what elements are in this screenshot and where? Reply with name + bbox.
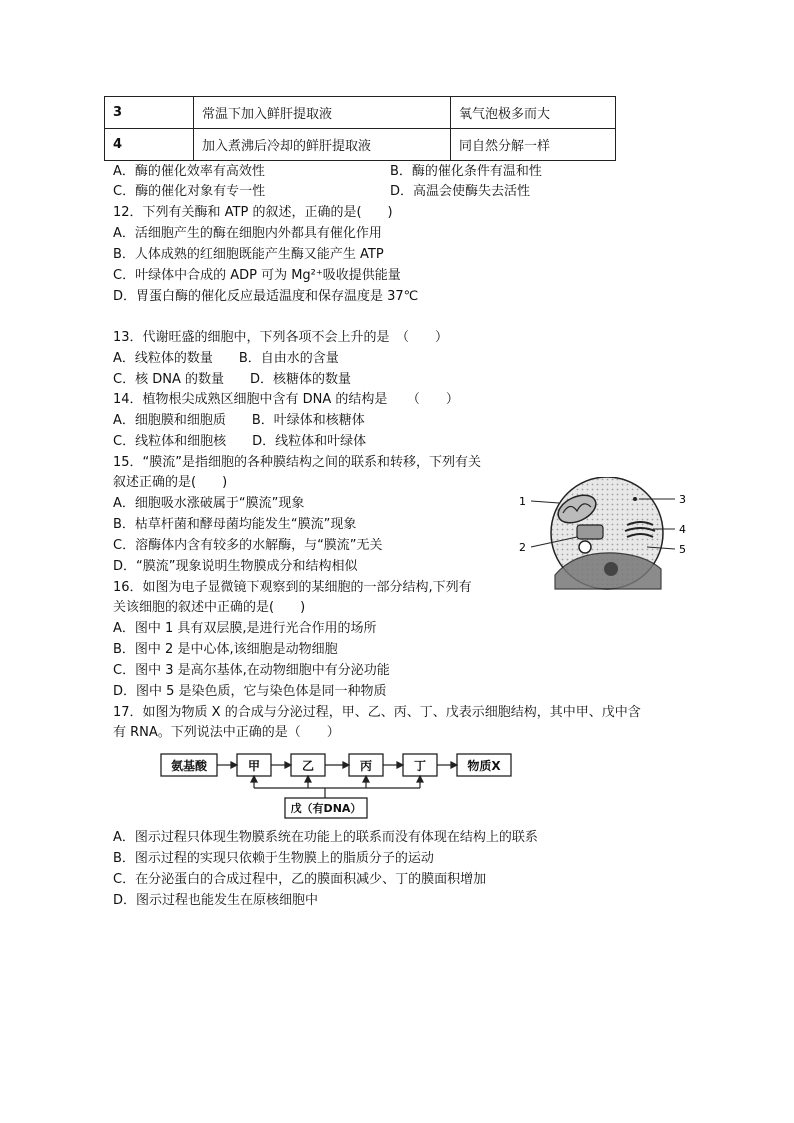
flow-label-wu: 戊（有DNA） bbox=[290, 802, 362, 815]
q17-stem-line1: 17．如图为物质 X 的合成与分泌过程，甲、乙、丙、丁、戊表示细胞结构，其中甲、戊中含 bbox=[113, 705, 641, 720]
q17-option-d: D．图示过程也能发生在原核细胞中 bbox=[113, 893, 319, 908]
table-cell: 同自然分解一样 bbox=[451, 129, 616, 161]
q11-option-a: A．酶的催化效率有高效性 bbox=[113, 164, 265, 179]
q15-option-a: A．细胞吸水涨破属于“膜流”现象 bbox=[113, 496, 305, 511]
table-cell: 加入煮沸后冷却的鲜肝提取液 bbox=[194, 129, 451, 161]
q16-stem-line1: 16．如图为电子显微镜下观察到的某细胞的一部分结构,下列有 bbox=[113, 580, 472, 595]
table-cell: 常温下加入鲜肝提取液 bbox=[194, 97, 451, 129]
q13-options-ab: A．线粒体的数量 B．自由水的含量 bbox=[113, 351, 339, 366]
table-cell: 4 bbox=[105, 129, 194, 161]
q11-option-b: B．酶的催化条件有温和性 bbox=[390, 164, 542, 179]
q16-option-b: B．图中 2 是中心体,该细胞是动物细胞 bbox=[113, 642, 338, 657]
flow-label-bing: 丙 bbox=[359, 759, 373, 773]
q15-option-b: B．枯草杆菌和酵母菌均能发生“膜流”现象 bbox=[113, 517, 357, 532]
q14-options-ab: A．细胞膜和细胞质 B．叶绿体和核糖体 bbox=[113, 413, 365, 428]
q14-stem: 14．植物根尖成熟区细胞中含有 DNA 的结构是 （ ） bbox=[113, 392, 459, 407]
figure-label-5: 5 bbox=[679, 543, 686, 556]
table-row bbox=[105, 97, 616, 129]
figure-label-2: 2 bbox=[519, 541, 526, 554]
q17-option-c: C．在分泌蛋白的合成过程中，乙的膜面积减少、丁的膜面积增加 bbox=[113, 872, 487, 887]
cell-micrograph-figure bbox=[515, 477, 695, 592]
q13-options-cd: C．核 DNA 的数量 D．核糖体的数量 bbox=[113, 372, 351, 387]
q15-option-d: D．“膜流”现象说明生物膜成分和结构相似 bbox=[113, 559, 358, 574]
q12-option-d: D．胃蛋白酶的催化反应最适温度和保存温度是 37℃ bbox=[113, 289, 419, 304]
figure-label-3: 3 bbox=[679, 493, 686, 506]
q17-stem-line2: 有 RNA。下列说法中正确的是（ ） bbox=[113, 725, 340, 740]
q16-stem-line2: 关该细胞的叙述中正确的是( ) bbox=[113, 600, 306, 615]
q16-option-d: D．图中 5 是染色质，它与染色体是同一种物质 bbox=[113, 684, 387, 699]
figure-label-4: 4 bbox=[679, 523, 686, 536]
q11-option-c: C．酶的催化对象有专一性 bbox=[113, 184, 266, 199]
flow-label-jia: 甲 bbox=[247, 759, 261, 773]
table-row bbox=[105, 129, 616, 161]
q17-option-b: B．图示过程的实现只依赖于生物膜上的脂质分子的运动 bbox=[113, 851, 434, 866]
flow-label-yi: 乙 bbox=[301, 759, 315, 773]
q11-option-d: D．高温会使酶失去活性 bbox=[390, 184, 531, 199]
q12-stem: 12．下列有关酶和 ATP 的叙述，正确的是( ) bbox=[113, 205, 393, 220]
flow-label-ding: 丁 bbox=[413, 759, 427, 773]
q14-options-cd: C．线粒体和细胞核 D．线粒体和叶绿体 bbox=[113, 434, 367, 449]
flow-label-substance-x: 物质X bbox=[467, 759, 501, 773]
flow-label-amino-acid: 氨基酸 bbox=[170, 759, 208, 773]
q15-option-c: C．溶酶体内含有较多的水解酶，与“膜流”无关 bbox=[113, 538, 383, 553]
figure-label-1: 1 bbox=[519, 495, 526, 508]
q16-option-c: C．图中 3 是高尔基体,在动物细胞中有分泌功能 bbox=[113, 663, 390, 678]
table-cell: 氧气泡极多而大 bbox=[451, 97, 616, 129]
q15-stem-line2: 叙述正确的是( ) bbox=[113, 475, 228, 490]
q16-option-a: A．图中 1 具有双层膜,是进行光合作用的场所 bbox=[113, 621, 377, 636]
q17-option-a: A．图示过程只体现生物膜系统在功能上的联系而没有体现在结构上的联系 bbox=[113, 830, 538, 845]
q13-stem: 13．代谢旺盛的细胞中，下列各项不会上升的是 （ ） bbox=[113, 330, 449, 345]
q12-option-a: A．活细胞产生的酶在细胞内外都具有催化作用 bbox=[113, 226, 382, 241]
synthesis-flow-diagram bbox=[155, 748, 515, 823]
q15-stem-line1: 15．“膜流”是指细胞的各种膜结构之间的联系和转移，下列有关 bbox=[113, 455, 482, 470]
q12-option-b: B．人体成熟的红细胞既能产生酶又能产生 ATP bbox=[113, 247, 384, 262]
experiment-table bbox=[104, 96, 616, 161]
table-cell: 3 bbox=[105, 97, 194, 129]
q12-option-c: C．叶绿体中合成的 ADP 可为 Mg²⁺吸收提供能量 bbox=[113, 268, 401, 283]
